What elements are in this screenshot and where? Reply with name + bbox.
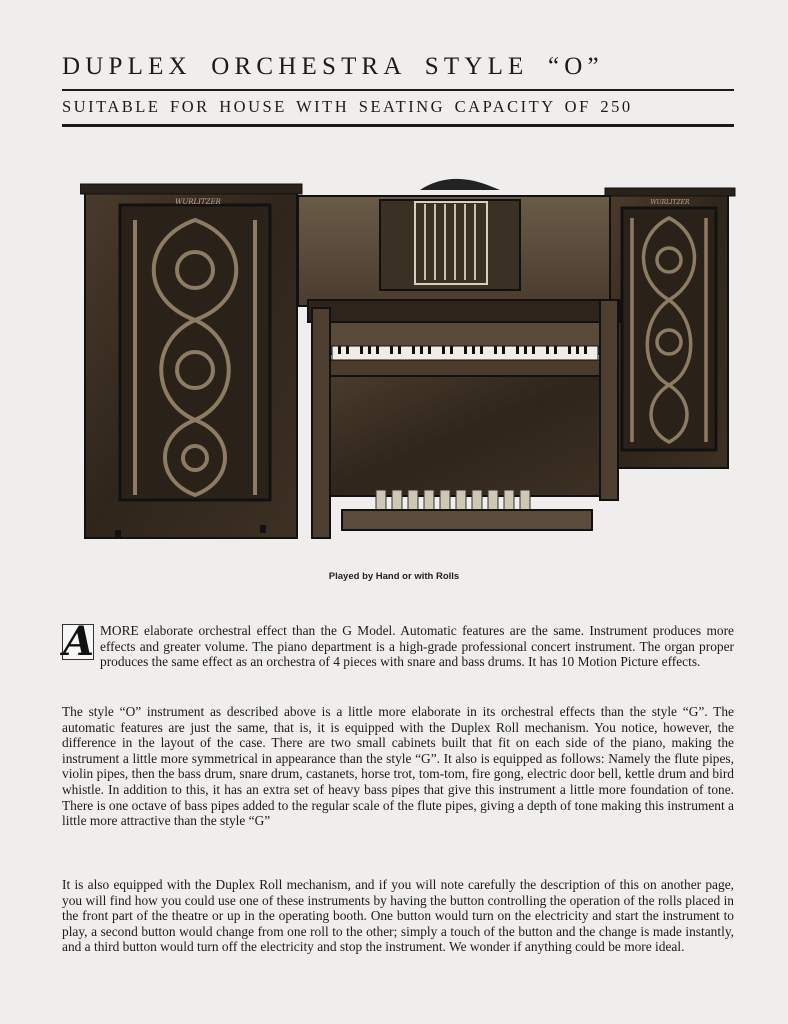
paragraph-1	[62, 618, 734, 670]
left-maker-mark: WURLITZER	[175, 198, 221, 206]
paragraph-1-text: MORE elaborate orchestral effect than the G Model. Automatic features are the same. Instrument produces more effects and greater volume. The piano department is a high-grade professional concert instrument. The organ proper produces the same effect as an orchestra of 4 pieces with snare and bass drums. It has 10 Motion Picture effects.	[100, 623, 734, 670]
left-cabinet	[80, 184, 302, 538]
subtitle-rule	[62, 124, 734, 127]
page-title: DUPLEX ORCHESTRA STYLE “O”	[62, 53, 604, 80]
orchestra-illustration	[80, 160, 740, 560]
figure-caption: Played by Hand or with Rolls	[328, 571, 460, 582]
title-rule	[62, 89, 734, 91]
page-subtitle: SUITABLE FOR HOUSE WITH SEATING CAPACITY OF 250	[62, 97, 633, 116]
control-box	[420, 179, 500, 190]
piano-case	[298, 179, 620, 538]
paragraph-2: The style “O” instrument as described above is a little more elaborate in its orchestral effects than the style “G”. The automatic features are just the same, that is, it is equipped with the Duplex Roll mechanism. You notice, however, the difference in the layout of the case. There are two small cabinets built that fit on each side of the piano, making the instrument a little more symmetrical in appearance than the style “G”. It also is equipped as follows: Namely the flute pipes, violin pipes, then the bass drum, snare drum, castanets, horse trot, tom-tom, fire gong, electric door bell, kettle drum and bird whistle. In addition to this, it has an extra set of heavy bass pipes that give this instrument a little more foundation of tone. There is one octave of bass pipes added to the regular scale of the flute pipes, giving a depth of tone making this instrument a little more attractive than the style “G”	[62, 704, 734, 829]
paragraph-3: It is also equipped with the Duplex Roll mechanism, and if you will note carefully the description of this on another page, you will find how you could use one of these instruments by having the button controlling the operation of the rolls placed in the front part of the theatre or up in the operating booth. One button would turn on the electricity and start the instrument to play, a second button would change from one roll to the other; simply a touch of the button and the change is made instantly, and a third button would turn off the electricity and stop the instrument. We wonder if anything could be more ideal.	[62, 877, 734, 955]
drop-cap: A	[63, 618, 95, 665]
right-maker-mark: WURLITZER	[650, 199, 690, 206]
right-cabinet	[605, 188, 735, 468]
